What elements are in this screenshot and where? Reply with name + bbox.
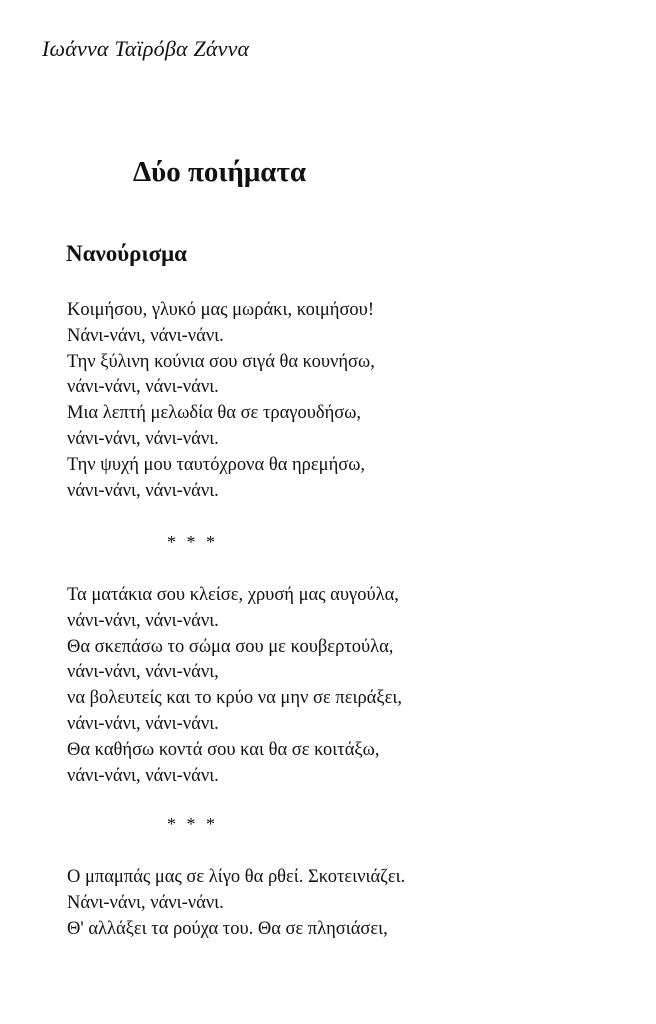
poem-title: Νανούρισμα xyxy=(66,241,187,266)
poem-line: Κοιμήσου, γλυκό μας μωράκι, κοιμήσου! xyxy=(67,300,374,320)
stanza-separator: * * * xyxy=(167,532,218,552)
poem-line: Θα καθήσω κοντά σου και θα σε κοιτάξω, xyxy=(67,739,380,760)
page-title: Δύο ποιήματα xyxy=(133,156,307,188)
poem-line: Νάνι-νάνι, νάνι-νάνι. xyxy=(67,892,224,913)
poem-line: Θα σκεπάσω το σώμα σου με κουβερτούλα, xyxy=(67,636,394,657)
stanza-1 xyxy=(67,298,375,504)
poem-line: νάνι-νάνι, νάνι-νάνι. xyxy=(67,480,219,501)
poem-line: να βολευτείς και το κρύο να μην σε πειράξει, xyxy=(67,688,402,709)
stanza-2 xyxy=(67,583,402,789)
poem-line: Νάνι-νάνι, νάνι-νάνι. xyxy=(67,325,224,346)
poem-line: νάνι-νάνι, νάνι-νάνι. xyxy=(67,610,219,631)
poem-line: Τα ματάκια σου κλείσε, χρυσή μας αυγούλα, xyxy=(67,585,399,605)
author-name: Ιωάννα Ταϊρόβα Ζάννα xyxy=(42,36,250,61)
poem-line: νάνι-νάνι, νάνι-νάνι. xyxy=(67,713,219,734)
stanza-separator: * * * xyxy=(167,814,218,834)
poem-line: Την ψυχή μου ταυτόχρονα θα ηρεμήσω, xyxy=(67,454,366,475)
poem-line: νάνι-νάνι, νάνι-νάνι. xyxy=(67,428,219,449)
poem-line: νάνι-νάνι, νάνι-νάνι, xyxy=(67,662,219,683)
poem-line: Ο μπαμπάς μας σε λίγο θα ρθεί. Σκοτεινιάζει. xyxy=(67,867,406,887)
poem-line: νάνι-νάνι, νάνι-νάνι. xyxy=(67,765,219,786)
stanza-3 xyxy=(67,865,405,942)
poem-line: Μια λεπτή μελωδία θα σε τραγουδήσω, xyxy=(67,403,362,424)
poem-line: νάνι-νάνι, νάνι-νάνι. xyxy=(67,377,219,398)
poem-line: Την ξύλινη κούνια σου σιγά θα κουνήσω, xyxy=(67,351,375,372)
poem-line: Θ' αλλάξει τα ρούχα του. Θα σε πλησιάσει, xyxy=(67,918,388,939)
